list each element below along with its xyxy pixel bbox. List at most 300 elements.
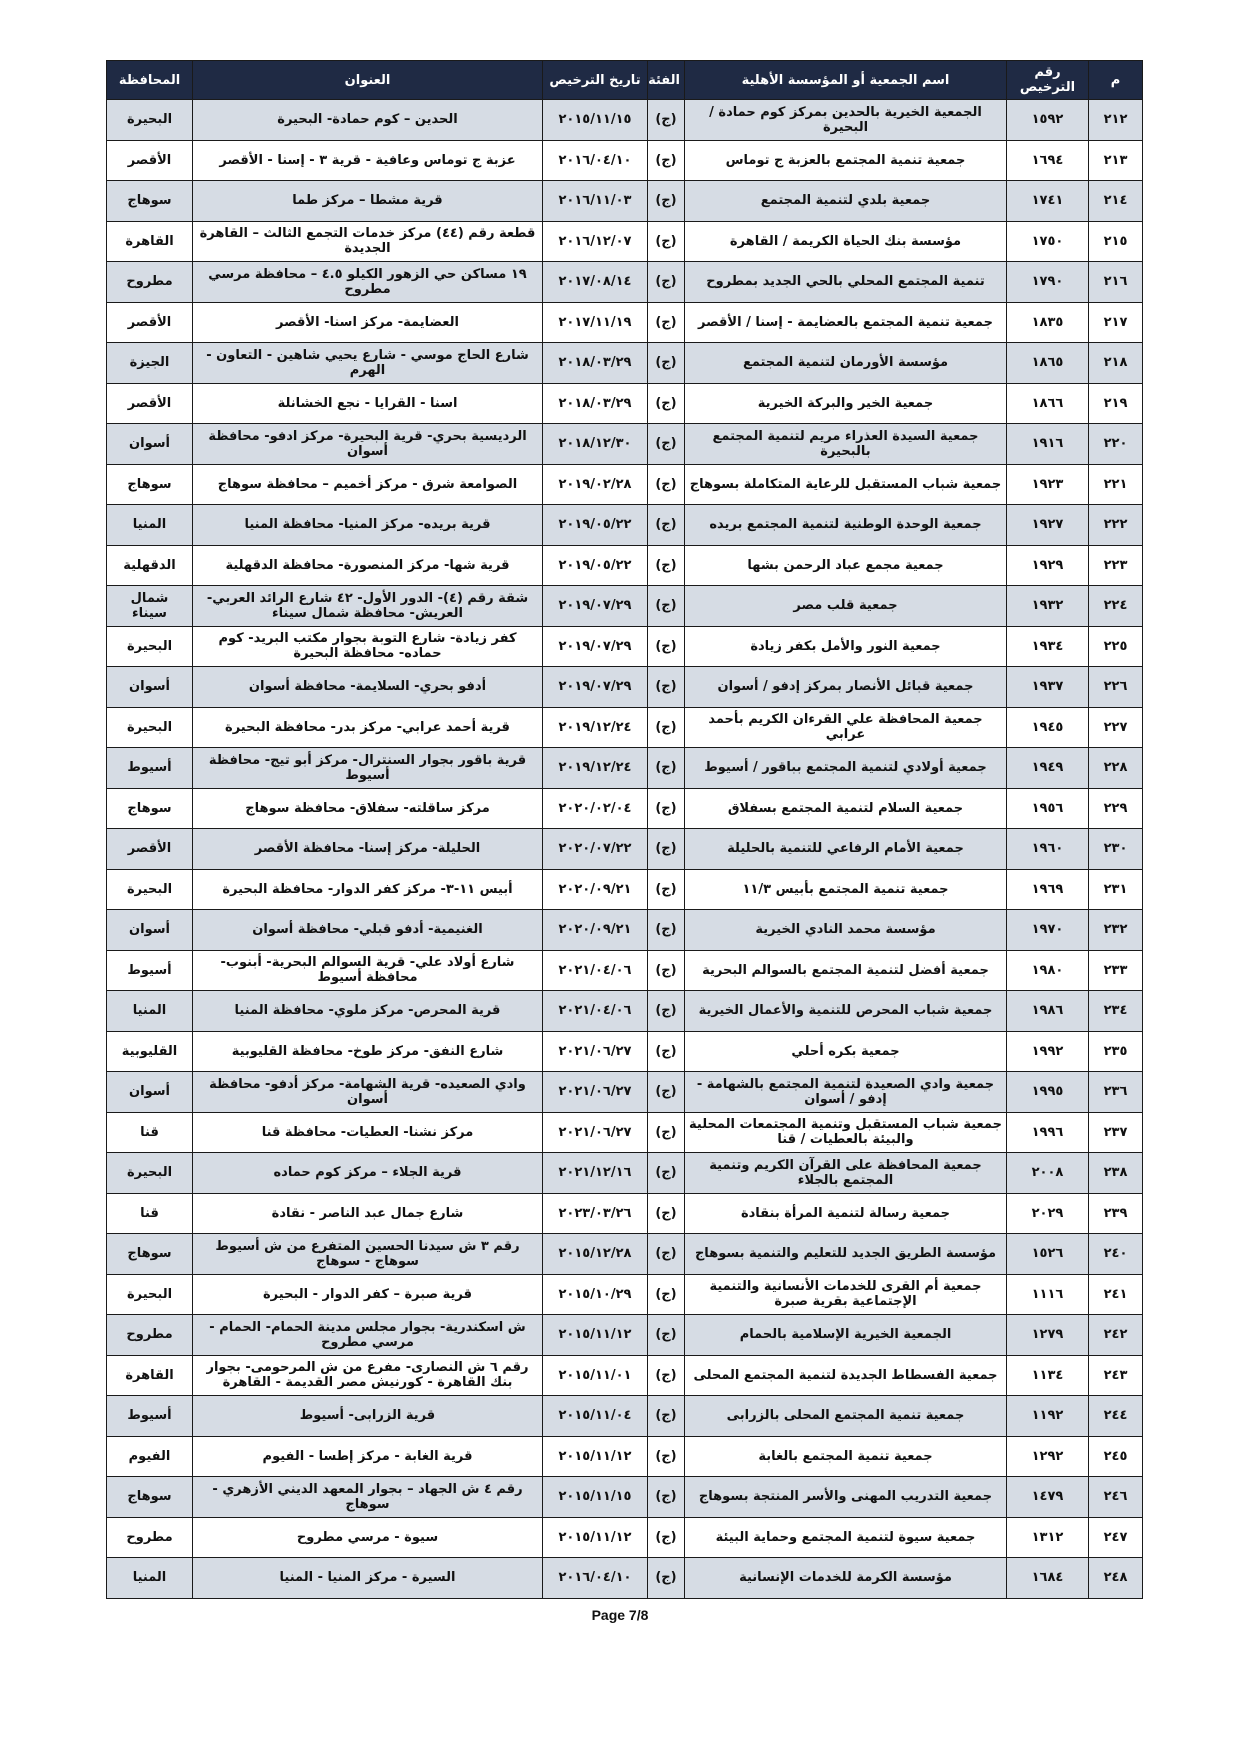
- table-row: [107, 829, 1143, 870]
- license-date-cell: ٢٠٢١/٠٤/٠٦: [543, 991, 648, 1032]
- organization-name-cell: جمعية تنمية المجتمع بالعضايمة - إسنا / الأقصر: [685, 302, 1007, 343]
- governorate-cell: البحيرة: [107, 1153, 193, 1194]
- governorate-cell: أسيوط: [107, 950, 193, 991]
- header-num: م: [1089, 61, 1143, 100]
- table-row: [107, 1558, 1143, 1599]
- address-cell: رقم ٣ ش سيدنا الحسين المتفرع من ش أسيوط سوهاج - سوهاج: [193, 1234, 543, 1275]
- license-number-cell: ١٩٩٢: [1007, 1031, 1089, 1072]
- license-date-cell: ٢٠١٨/٠٣/٢٩: [543, 383, 648, 424]
- organization-name-cell: جمعية أم القرى للخدمات الأنسانية والتنمية الإجتماعية بقرية صبرة: [685, 1274, 1007, 1315]
- row-number-cell: ٢٢٧: [1089, 707, 1143, 748]
- row-number-cell: ٢٣٨: [1089, 1153, 1143, 1194]
- governorate-cell: الأقصر: [107, 140, 193, 181]
- category-cell: (ج): [648, 748, 685, 789]
- category-cell: (ج): [648, 788, 685, 829]
- license-number-cell: ١١٣٤: [1007, 1355, 1089, 1396]
- row-number-cell: ٢١٥: [1089, 221, 1143, 262]
- governorate-cell: مطروح: [107, 1517, 193, 1558]
- address-cell: قرية أحمد عرابي- مركز بدر- محافظة البحيرة: [193, 707, 543, 748]
- governorate-cell: القاهرة: [107, 1355, 193, 1396]
- category-cell: (ج): [648, 221, 685, 262]
- organization-name-cell: جمعية المحافظة علي القرءان الكريم بأحمد عرابي: [685, 707, 1007, 748]
- category-cell: (ج): [648, 950, 685, 991]
- address-cell: ش اسكندرية- بجوار مجلس مدينة الحمام- الحمام - مرسي مطروح: [193, 1315, 543, 1356]
- category-cell: (ج): [648, 1072, 685, 1113]
- governorate-cell: البحيرة: [107, 626, 193, 667]
- governorate-cell: الجيزة: [107, 343, 193, 384]
- organization-name-cell: جمعية الوحدة الوطنية لتنمية المجتمع بريده: [685, 505, 1007, 546]
- page-number: Page 7/8: [591, 1607, 649, 1623]
- license-number-cell: ١٩٤٩: [1007, 748, 1089, 789]
- license-number-cell: ١٨٣٥: [1007, 302, 1089, 343]
- row-number-cell: ٢٤٨: [1089, 1558, 1143, 1599]
- license-number-cell: ١٥٩٢: [1007, 100, 1089, 141]
- organization-name-cell: جمعية قلب مصر: [685, 586, 1007, 627]
- license-date-cell: ٢٠١٥/١١/١٢: [543, 1436, 648, 1477]
- license-number-cell: ١٩٨٠: [1007, 950, 1089, 991]
- row-number-cell: ٢١٢: [1089, 100, 1143, 141]
- address-cell: العضايمة- مركز اسنا- الأقصر: [193, 302, 543, 343]
- table-row: [107, 1234, 1143, 1275]
- organization-name-cell: جمعية تنمية المجتمع بالعزبة ج توماس: [685, 140, 1007, 181]
- table-row: [107, 1072, 1143, 1113]
- license-number-cell: ١٩٣٤: [1007, 626, 1089, 667]
- license-number-cell: ١٩٧٠: [1007, 910, 1089, 951]
- header-license-date: تاريخ الترخيص: [543, 61, 648, 100]
- row-number-cell: ٢٤١: [1089, 1274, 1143, 1315]
- organization-name-cell: جمعية السيدة العذراء مريم لتنمية المجتمع بالبحيرة: [685, 424, 1007, 465]
- table-row: [107, 991, 1143, 1032]
- address-cell: قرية باقور بجوار السنترال- مركز أبو تيج- محافظة أسيوط: [193, 748, 543, 789]
- row-number-cell: ٢٣٥: [1089, 1031, 1143, 1072]
- row-number-cell: ٢٢٩: [1089, 788, 1143, 829]
- table-row: [107, 626, 1143, 667]
- license-date-cell: ٢٠١٩/١٢/٢٤: [543, 707, 648, 748]
- license-date-cell: ٢٠١٦/٠٤/١٠: [543, 140, 648, 181]
- row-number-cell: ٢١٣: [1089, 140, 1143, 181]
- address-cell: رقم ٤ ش الجهاد – بجوار المعهد الديني الأزهري - سوهاج: [193, 1477, 543, 1518]
- table-row: [107, 1517, 1143, 1558]
- category-cell: (ج): [648, 1234, 685, 1275]
- organization-name-cell: جمعية الأمام الرفاعي للتنمية بالحليلة: [685, 829, 1007, 870]
- license-date-cell: ٢٠١٥/١١/١٥: [543, 1477, 648, 1518]
- address-cell: كفر زيادة- شارع التوبة بجوار مكتب البريد- كوم حماده- محافظة البحيرة: [193, 626, 543, 667]
- category-cell: (ج): [648, 1477, 685, 1518]
- table-row: [107, 1193, 1143, 1234]
- governorate-cell: البحيرة: [107, 1274, 193, 1315]
- license-date-cell: ٢٠١٩/١٢/٢٤: [543, 748, 648, 789]
- row-number-cell: ٢٢٨: [1089, 748, 1143, 789]
- address-cell: شقة رقم (٤)- الدور الأول- ٤٢ شارع الرائد العربي- العريش- محافظة شمال سيناء: [193, 586, 543, 627]
- row-number-cell: ٢٢٠: [1089, 424, 1143, 465]
- row-number-cell: ٢٢٤: [1089, 586, 1143, 627]
- governorate-cell: المنيا: [107, 505, 193, 546]
- row-number-cell: ٢٣٢: [1089, 910, 1143, 951]
- license-number-cell: ١٦٨٤: [1007, 1558, 1089, 1599]
- table-row: [107, 262, 1143, 303]
- address-cell: الصوامعة شرق - مركز أخميم – محافظة سوهاج: [193, 464, 543, 505]
- category-cell: (ج): [648, 424, 685, 465]
- category-cell: (ج): [648, 991, 685, 1032]
- row-number-cell: ٢٤٠: [1089, 1234, 1143, 1275]
- license-date-cell: ٢٠١٦/١١/٠٣: [543, 181, 648, 222]
- table-row: [107, 1112, 1143, 1153]
- category-cell: (ج): [648, 1517, 685, 1558]
- governorate-cell: أسوان: [107, 1072, 193, 1113]
- governorate-cell: القاهرة: [107, 221, 193, 262]
- row-number-cell: ٢٢٢: [1089, 505, 1143, 546]
- organization-name-cell: جمعية سيوة لتنمية المجتمع وحماية البيئة: [685, 1517, 1007, 1558]
- row-number-cell: ٢١٩: [1089, 383, 1143, 424]
- organization-name-cell: جمعية مجمع عباد الرحمن بشها: [685, 545, 1007, 586]
- row-number-cell: ٢٣٤: [1089, 991, 1143, 1032]
- license-date-cell: ٢٠٢١/٠٦/٢٧: [543, 1072, 648, 1113]
- row-number-cell: ٢٣٣: [1089, 950, 1143, 991]
- table-row: [107, 343, 1143, 384]
- license-date-cell: ٢٠١٥/١١/١٢: [543, 1315, 648, 1356]
- address-cell: قرية المحرص- مركز ملوي- محافظة المنيا: [193, 991, 543, 1032]
- header-row: [107, 61, 1143, 100]
- organization-name-cell: جمعية الخير والبركة الخيرية: [685, 383, 1007, 424]
- address-cell: رقم ٦ ش النصارى- مفرع من ش المرحومى- بجوار بنك القاهرة - كورنيش مصر القديمة - القاهرة: [193, 1355, 543, 1396]
- table-row: [107, 667, 1143, 708]
- address-cell: قرية الزرابى- أسيوط: [193, 1396, 543, 1437]
- governorate-cell: أسوان: [107, 910, 193, 951]
- license-date-cell: ٢٠١٩/٠٧/٢٩: [543, 667, 648, 708]
- license-number-cell: ١٩٩٥: [1007, 1072, 1089, 1113]
- category-cell: (ج): [648, 829, 685, 870]
- license-number-cell: ١٨٦٥: [1007, 343, 1089, 384]
- governorate-cell: الأقصر: [107, 302, 193, 343]
- governorate-cell: قنا: [107, 1112, 193, 1153]
- table-row: [107, 1315, 1143, 1356]
- license-number-cell: ١٩١٦: [1007, 424, 1089, 465]
- governorate-cell: البحيرة: [107, 100, 193, 141]
- governorate-cell: أسوان: [107, 424, 193, 465]
- row-number-cell: ٢٢٣: [1089, 545, 1143, 586]
- license-number-cell: ٢٠٠٨: [1007, 1153, 1089, 1194]
- organization-name-cell: مؤسسة الطريق الجديد للتعليم والتنمية بسوهاج: [685, 1234, 1007, 1275]
- table-row: [107, 869, 1143, 910]
- licenses-table: [106, 60, 1143, 1599]
- table-header: [107, 61, 1143, 100]
- row-number-cell: ٢٣٩: [1089, 1193, 1143, 1234]
- row-number-cell: ٢٤٤: [1089, 1396, 1143, 1437]
- license-number-cell: ١٩٥٦: [1007, 788, 1089, 829]
- governorate-cell: سوهاج: [107, 788, 193, 829]
- table-row: [107, 1396, 1143, 1437]
- address-cell: سيوة - مرسي مطروح: [193, 1517, 543, 1558]
- governorate-cell: سوهاج: [107, 1477, 193, 1518]
- table-row: [107, 1031, 1143, 1072]
- address-cell: الرديسية بحري- قرية البحيرة- مركز ادفو- محافظة أسوان: [193, 424, 543, 465]
- governorate-cell: شمال سيناء: [107, 586, 193, 627]
- license-date-cell: ٢٠١٩/٠٥/٢٢: [543, 545, 648, 586]
- license-number-cell: ١٩٤٥: [1007, 707, 1089, 748]
- header-governorate: المحافظة: [107, 61, 193, 100]
- table-row: [107, 910, 1143, 951]
- address-cell: قرية الجلاء – مركز كوم حماده: [193, 1153, 543, 1194]
- row-number-cell: ٢١٦: [1089, 262, 1143, 303]
- organization-name-cell: جمعية شباب المستقبل للرعاية المتكاملة بسوهاج: [685, 464, 1007, 505]
- organization-name-cell: الجمعية الخيرية بالحدين بمركز كوم حمادة / البحيرة: [685, 100, 1007, 141]
- address-cell: قرية شها- مركز المنصورة- محافظة الدقهلية: [193, 545, 543, 586]
- row-number-cell: ٢١٧: [1089, 302, 1143, 343]
- category-cell: (ج): [648, 1355, 685, 1396]
- organization-name-cell: جمعية شباب المستقبل وتنمية المجتمعات المحلية والبيئة بالعطيات / قنا: [685, 1112, 1007, 1153]
- category-cell: (ج): [648, 667, 685, 708]
- license-number-cell: ١٩٢٩: [1007, 545, 1089, 586]
- governorate-cell: البحيرة: [107, 869, 193, 910]
- license-date-cell: ٢٠١٥/١١/٠٤: [543, 1396, 648, 1437]
- address-cell: السيرة - مركز المنيا - المنيا: [193, 1558, 543, 1599]
- table-row: [107, 383, 1143, 424]
- license-number-cell: ١٩٦٩: [1007, 869, 1089, 910]
- address-cell: قرية بريده- مركز المنيا- محافظة المنيا: [193, 505, 543, 546]
- row-number-cell: ٢٣٠: [1089, 829, 1143, 870]
- category-cell: (ج): [648, 100, 685, 141]
- row-number-cell: ٢٣٧: [1089, 1112, 1143, 1153]
- organization-name-cell: جمعية أفضل لتنمية المجتمع بالسوالم البحرية: [685, 950, 1007, 991]
- table-row: [107, 505, 1143, 546]
- license-date-cell: ٢٠١٩/٠٢/٢٨: [543, 464, 648, 505]
- license-number-cell: ١٩٣٧: [1007, 667, 1089, 708]
- category-cell: (ج): [648, 464, 685, 505]
- organization-name-cell: جمعية تنمية المجتمع المحلى بالزرابى: [685, 1396, 1007, 1437]
- category-cell: (ج): [648, 910, 685, 951]
- address-cell: الغنيمية- أدفو قبلي- محافظة أسوان: [193, 910, 543, 951]
- row-number-cell: ٢٢٥: [1089, 626, 1143, 667]
- organization-name-cell: جمعية تنمية المجتمع بأبيس ١١/٣: [685, 869, 1007, 910]
- license-number-cell: ١٢٧٩: [1007, 1315, 1089, 1356]
- license-number-cell: ١٩٦٠: [1007, 829, 1089, 870]
- address-cell: ١٩ مساكن حي الزهور الكيلو ٤.٥ – محافظة مرسي مطروح: [193, 262, 543, 303]
- address-cell: قرية مشطا – مركز طما: [193, 181, 543, 222]
- organization-name-cell: جمعية قبائل الأنصار بمركز إدفو / أسوان: [685, 667, 1007, 708]
- license-date-cell: ٢٠١٨/٠٣/٢٩: [543, 343, 648, 384]
- address-cell: شارع النفق- مركز طوخ- محافظة القليوبية: [193, 1031, 543, 1072]
- license-date-cell: ٢٠١٥/١٢/٢٨: [543, 1234, 648, 1275]
- license-number-cell: ١٨٦٦: [1007, 383, 1089, 424]
- category-cell: (ج): [648, 1031, 685, 1072]
- table-row: [107, 100, 1143, 141]
- license-number-cell: ١٧٥٠: [1007, 221, 1089, 262]
- address-cell: عزبة ج توماس وعافية - قرية ٣ - إسنا - الأقصر: [193, 140, 543, 181]
- license-date-cell: ٢٠١٥/١١/١٥: [543, 100, 648, 141]
- header-name: اسم الجمعية أو المؤسسة الأهلية: [685, 61, 1007, 100]
- category-cell: (ج): [648, 343, 685, 384]
- address-cell: مركز نشنا- العطيات- محافظة قنا: [193, 1112, 543, 1153]
- table-body: [107, 100, 1143, 1599]
- address-cell: شارع جمال عبد الناصر - نقادة: [193, 1193, 543, 1234]
- category-cell: (ج): [648, 626, 685, 667]
- license-date-cell: ٢٠١٩/٠٧/٢٩: [543, 586, 648, 627]
- license-date-cell: ٢٠١٨/١٢/٣٠: [543, 424, 648, 465]
- table-row: [107, 302, 1143, 343]
- category-cell: (ج): [648, 586, 685, 627]
- license-date-cell: ٢٠٢١/١٢/١٦: [543, 1153, 648, 1194]
- license-number-cell: ١١٩٢: [1007, 1396, 1089, 1437]
- license-date-cell: ٢٠٢٠/٠٢/٠٤: [543, 788, 648, 829]
- row-number-cell: ٢٣٦: [1089, 1072, 1143, 1113]
- category-cell: (ج): [648, 1315, 685, 1356]
- category-cell: (ج): [648, 1396, 685, 1437]
- governorate-cell: سوهاج: [107, 1234, 193, 1275]
- table-row: [107, 586, 1143, 627]
- governorate-cell: الفيوم: [107, 1436, 193, 1477]
- address-cell: شارع الحاج موسي - شارع يحيي شاهين - التعاون - الهرم: [193, 343, 543, 384]
- license-date-cell: ٢٠١٩/٠٧/٢٩: [543, 626, 648, 667]
- table-row: [107, 748, 1143, 789]
- license-number-cell: ١٧٩٠: [1007, 262, 1089, 303]
- license-date-cell: ٢٠١٧/١١/١٩: [543, 302, 648, 343]
- organization-name-cell: جمعية تنمية المجتمع بالغابة: [685, 1436, 1007, 1477]
- address-cell: الحدين – كوم حمادة- البحيرة: [193, 100, 543, 141]
- organization-name-cell: مؤسسة الأورمان لتنمية المجتمع: [685, 343, 1007, 384]
- governorate-cell: الأقصر: [107, 829, 193, 870]
- row-number-cell: ٢٤٣: [1089, 1355, 1143, 1396]
- address-cell: أبيس ١١-٣- مركز كفر الدوار- محافظة البحيرة: [193, 869, 543, 910]
- organization-name-cell: الجمعية الخيرية الإسلامية بالحمام: [685, 1315, 1007, 1356]
- table-row: [107, 1274, 1143, 1315]
- license-date-cell: ٢٠٢٠/٠٧/٢٢: [543, 829, 648, 870]
- license-date-cell: ٢٠٢٣/٠٣/٢٦: [543, 1193, 648, 1234]
- license-date-cell: ٢٠١٩/٠٥/٢٢: [543, 505, 648, 546]
- license-date-cell: ٢٠١٧/٠٨/١٤: [543, 262, 648, 303]
- category-cell: (ج): [648, 181, 685, 222]
- category-cell: (ج): [648, 707, 685, 748]
- license-number-cell: ١٣١٢: [1007, 1517, 1089, 1558]
- category-cell: (ج): [648, 383, 685, 424]
- address-cell: قطعة رقم (٤٤) مركز خدمات التجمع الثالث – القاهرة الجديدة: [193, 221, 543, 262]
- row-number-cell: ٢٤٦: [1089, 1477, 1143, 1518]
- table-row: [107, 1355, 1143, 1396]
- license-number-cell: ١٤٧٩: [1007, 1477, 1089, 1518]
- organization-name-cell: جمعية السلام لتنمية المجتمع بسفلاق: [685, 788, 1007, 829]
- header-address: العنوان: [193, 61, 543, 100]
- header-license-no: رقم الترخيص: [1007, 61, 1089, 100]
- header-category: الفئة: [648, 61, 685, 100]
- license-date-cell: ٢٠٢١/٠٦/٢٧: [543, 1112, 648, 1153]
- governorate-cell: سوهاج: [107, 181, 193, 222]
- organization-name-cell: جمعية رسالة لتنمية المرأة بنقادة: [685, 1193, 1007, 1234]
- license-date-cell: ٢٠١٥/١١/٠١: [543, 1355, 648, 1396]
- organization-name-cell: جمعية الفسطاط الجديدة لتنمية المجتمع المحلى: [685, 1355, 1007, 1396]
- row-number-cell: ٢١٤: [1089, 181, 1143, 222]
- address-cell: الحليلة- مركز إسنا- محافظة الأقصر: [193, 829, 543, 870]
- license-date-cell: ٢٠٢١/٠٤/٠٦: [543, 950, 648, 991]
- license-number-cell: ١١١٦: [1007, 1274, 1089, 1315]
- governorate-cell: القليوبية: [107, 1031, 193, 1072]
- category-cell: (ج): [648, 1112, 685, 1153]
- governorate-cell: أسوان: [107, 667, 193, 708]
- category-cell: (ج): [648, 1274, 685, 1315]
- address-cell: قرية الغابة - مركز إطسا - الفيوم: [193, 1436, 543, 1477]
- table-row: [107, 140, 1143, 181]
- category-cell: (ج): [648, 1193, 685, 1234]
- license-number-cell: ١٩٨٦: [1007, 991, 1089, 1032]
- row-number-cell: ٢٤٧: [1089, 1517, 1143, 1558]
- table-row: [107, 545, 1143, 586]
- organization-name-cell: مؤسسة محمد النادي الخيرية: [685, 910, 1007, 951]
- license-number-cell: ١٦٩٤: [1007, 140, 1089, 181]
- organization-name-cell: جمعية وادي الصعيدة لتنمية المجتمع بالشهامة - إدفو / أسوان: [685, 1072, 1007, 1113]
- table-row: [107, 950, 1143, 991]
- row-number-cell: ٢٣١: [1089, 869, 1143, 910]
- organization-name-cell: جمعية بكره أحلي: [685, 1031, 1007, 1072]
- organization-name-cell: جمعية بلدي لتنمية المجتمع: [685, 181, 1007, 222]
- table-row: [107, 1477, 1143, 1518]
- license-date-cell: ٢٠٢٠/٠٩/٢١: [543, 910, 648, 951]
- governorate-cell: أسيوط: [107, 748, 193, 789]
- organization-name-cell: جمعية النور والأمل بكفر زيادة: [685, 626, 1007, 667]
- governorate-cell: البحيرة: [107, 707, 193, 748]
- governorate-cell: أسيوط: [107, 1396, 193, 1437]
- governorate-cell: الدقهلية: [107, 545, 193, 586]
- table-row: [107, 1436, 1143, 1477]
- category-cell: (ج): [648, 545, 685, 586]
- row-number-cell: ٢٢٦: [1089, 667, 1143, 708]
- governorate-cell: المنيا: [107, 991, 193, 1032]
- organization-name-cell: مؤسسة الكرمة للخدمات الإنسانية: [685, 1558, 1007, 1599]
- row-number-cell: ٢١٨: [1089, 343, 1143, 384]
- row-number-cell: ٢٤٢: [1089, 1315, 1143, 1356]
- address-cell: وادي الصعيده- قرية الشهامة- مركز أدفو- محافظة أسوان: [193, 1072, 543, 1113]
- table-row: [107, 788, 1143, 829]
- license-number-cell: ١٩٣٢: [1007, 586, 1089, 627]
- license-date-cell: ٢٠١٥/١١/١٢: [543, 1517, 648, 1558]
- address-cell: قرية صبرة – كفر الدوار - البحيرة: [193, 1274, 543, 1315]
- organization-name-cell: تنمية المجتمع المحلي بالحي الجديد بمطروح: [685, 262, 1007, 303]
- license-date-cell: ٢٠٢١/٠٦/٢٧: [543, 1031, 648, 1072]
- governorate-cell: مطروح: [107, 262, 193, 303]
- category-cell: (ج): [648, 1436, 685, 1477]
- governorate-cell: المنيا: [107, 1558, 193, 1599]
- license-number-cell: ٢٠٢٩: [1007, 1193, 1089, 1234]
- category-cell: (ج): [648, 140, 685, 181]
- license-date-cell: ٢٠١٥/١٠/٢٩: [543, 1274, 648, 1315]
- row-number-cell: ٢٤٥: [1089, 1436, 1143, 1477]
- row-number-cell: ٢٢١: [1089, 464, 1143, 505]
- category-cell: (ج): [648, 1558, 685, 1599]
- category-cell: (ج): [648, 302, 685, 343]
- category-cell: (ج): [648, 262, 685, 303]
- category-cell: (ج): [648, 1153, 685, 1194]
- governorate-cell: قنا: [107, 1193, 193, 1234]
- table-row: [107, 221, 1143, 262]
- license-date-cell: ٢٠١٦/١٢/٠٧: [543, 221, 648, 262]
- address-cell: مركز ساقلته- سفلاق- محافظة سوهاج: [193, 788, 543, 829]
- organization-name-cell: جمعية شباب المحرص للتنمية والأعمال الخيرية: [685, 991, 1007, 1032]
- license-number-cell: ١٩٢٧: [1007, 505, 1089, 546]
- category-cell: (ج): [648, 505, 685, 546]
- organization-name-cell: جمعية المحافظة على القرآن الكريم وتنمية المجتمع بالجلاء: [685, 1153, 1007, 1194]
- table-row: [107, 464, 1143, 505]
- category-cell: (ج): [648, 869, 685, 910]
- address-cell: أدفو بحري- السلايمة- محافظة أسوان: [193, 667, 543, 708]
- governorate-cell: سوهاج: [107, 464, 193, 505]
- address-cell: شارع أولاد علي- قرية السوالم البحرية- أبنوب- محافظة أسيوط: [193, 950, 543, 991]
- license-number-cell: ١٢٩٢: [1007, 1436, 1089, 1477]
- license-number-cell: ١٩٩٦: [1007, 1112, 1089, 1153]
- governorate-cell: مطروح: [107, 1315, 193, 1356]
- table-row: [107, 424, 1143, 465]
- governorate-cell: الأقصر: [107, 383, 193, 424]
- license-number-cell: ١٥٢٦: [1007, 1234, 1089, 1275]
- table-row: [107, 1153, 1143, 1194]
- license-date-cell: ٢٠٢٠/٠٩/٢١: [543, 869, 648, 910]
- license-date-cell: ٢٠١٦/٠٤/١٠: [543, 1558, 648, 1599]
